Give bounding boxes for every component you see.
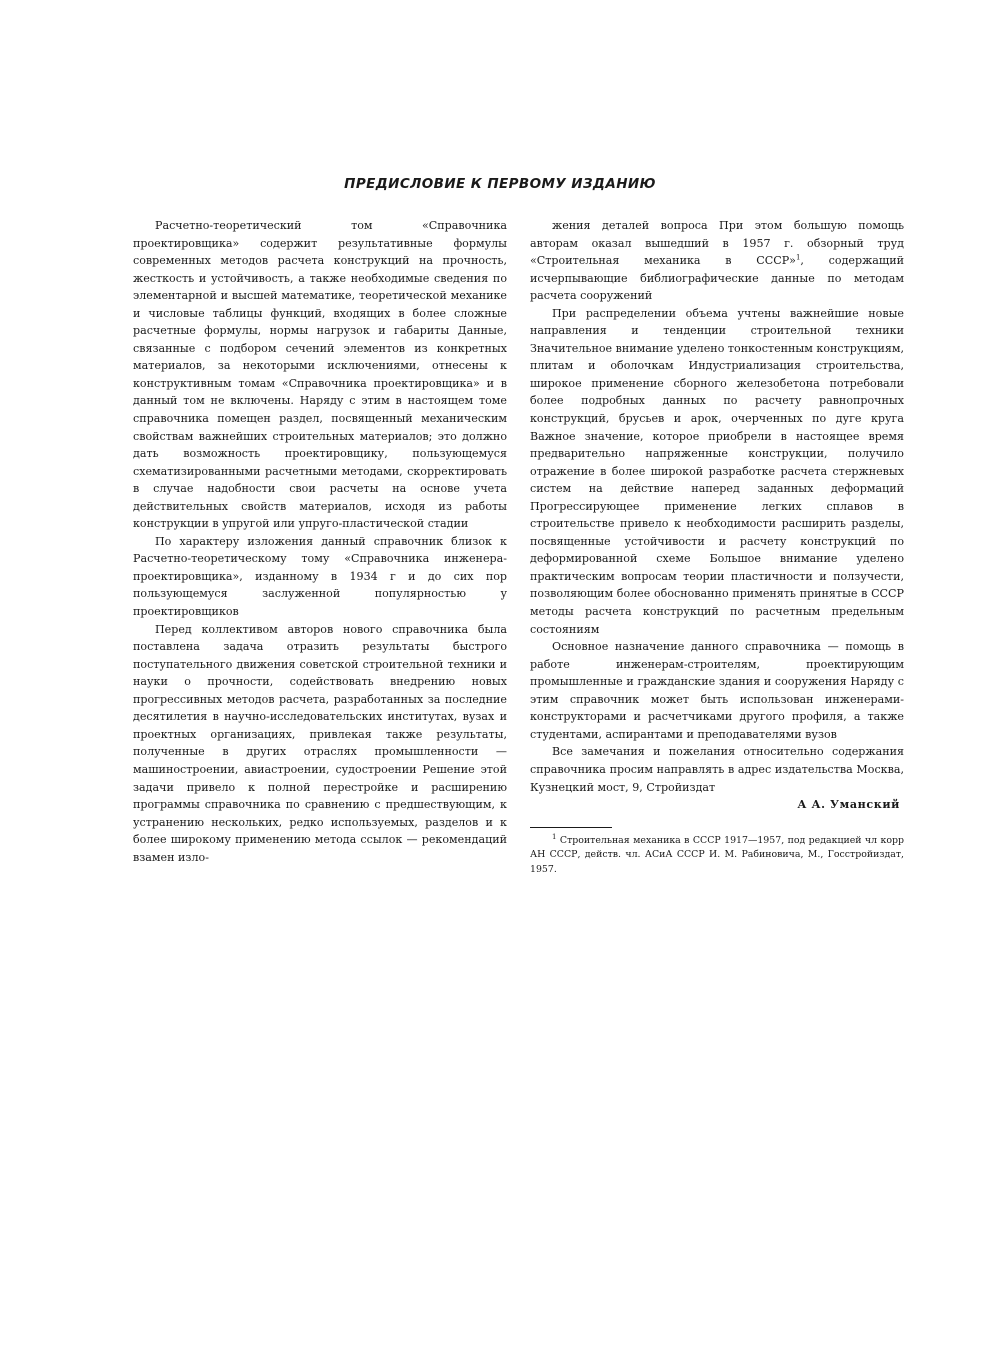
paragraph: Все замечания и пожелания относительно содержания справочника просим направлять в адрес издательства Москва, Кузнецкий мост, 9, Стройиздат: [530, 745, 904, 794]
footnote-divider: [530, 827, 612, 828]
footnote-text: Строительная механика в СССР 1917—1957, под редакцией чл корр АН СССР, действ. чл. АСиА СССР И. М. Рабиновича, М., Госстройиздат, 1957.: [530, 834, 904, 875]
paragraph: Перед коллективом авторов нового справочника была поставлена задача отразить результаты быстрого поступательного движения советской строительной техники и науки о прочности, содействовать внедрению новых прогрессивных методов расчета, разработанных за последние десятилетия в научно-исследовательских институтах, вузах и проектных организациях, привлекая также результаты, полученные в других отраслях промышленности — машиностроении, авиастроении, судостроении Решение этой задачи привело к полной перестройке и расширению программы справочника по сравнению с предшествующим, к устранению нескольких, редко используемых, разделов и к более широкому применению метода ссылок — рекомендаций взамен изло-: [133, 622, 507, 864]
paragraph: [530, 217, 904, 305]
paragraph: По характеру изложения данный справочник близок к Расчетно-теоретическому тому «Справочника инженера-проектировщика», изданному в 1934 г и до сих пор пользующемуся заслуженной популярностью у проектировщиков: [133, 534, 507, 619]
paragraph: При распределении объема учтены важнейшие новые направления и тенденции строительной техники Значительное внимание уделено тонкостенным конструкциям, плитам и оболочкам Индустриализация строительства, широкое применение сборного железобетона потребовали более подробных данных по расчету равнопрочных конструкций, брусьев и арок, очерченных по дуге круга Важное значение, которое приобрели в настоящее время предварительно напряженные конструкции, получило отражение в более широкой разработке расчета стержневых систем на действие наперед заданных деформаций Прогрессирующее применение легких сплавов в строительстве привело к необходимости расширить разделы, посвященные устойчивости и расчету конструкций по деформированной схеме Большое внимание уделено практическим вопросам теории пластичности и ползучести, позволяющим более обоснованно применять принятые в СССР методы расчета конструкций по расчетным предельным состояниям: [530, 306, 905, 636]
left-column: [133, 217, 507, 866]
paragraph: Основное назначение данного справочника — помощь в работе инженерам-строителям, проектирующим промышленные и гражданские здания и сооружения Наряду с этим справочник может быть использован инженерами-конструкторами и расчетчиками другого профиля, а также студентами, аспирантами и преподавателями вузов: [530, 640, 904, 741]
paragraph-text: жения деталей вопроса При этом большую помощь авторам оказал вышедший в 1957 г. обзорный труд «Строительная механика в СССР»: [530, 219, 904, 268]
footnote-number: 1: [552, 832, 557, 841]
page-title: ПРЕДИСЛОВИЕ К ПЕРВОМУ ИЗДАНИЮ: [344, 176, 656, 192]
paragraph: Расчетно-теоретический том «Справочника проектировщика» содержит результативные формулы современных методов расчета конструкций на прочность, жесткость и устойчивость, а также необходимые сведения по элементарной и высшей математике, теоретической механике и числовые таблицы функций, входящих в более сложные расчетные формулы, нормы нагрузок и габариты Данные, связанные с подбором сечений элементов из конкретных материалов, за некоторыми исключениями, отнесены к конструктивным томам «Справочника проектировщика» и в данный том не включены. Наряду с этим в настоящем томе справочника помещен раздел, посвященный механическим свойствам важнейших строительных материалов; это должно дать возможность проектировщику, пользующемуся схематизированными расчетными методами, скорректировать в случае надобности свои расчеты на основе учета действительных свойств материалов, исходя из работы конструкции в упругой или упруго-пластической стадии: [133, 219, 507, 531]
right-column: [530, 217, 904, 877]
author-signature: А А. Уманский: [797, 798, 900, 812]
footnote: [530, 834, 904, 878]
footnote-reference[interactable]: 1: [795, 253, 801, 262]
paragraph-text-tail: , содержащий исчерпывающие библиографические данные по методам расчета сооружений: [530, 254, 904, 303]
